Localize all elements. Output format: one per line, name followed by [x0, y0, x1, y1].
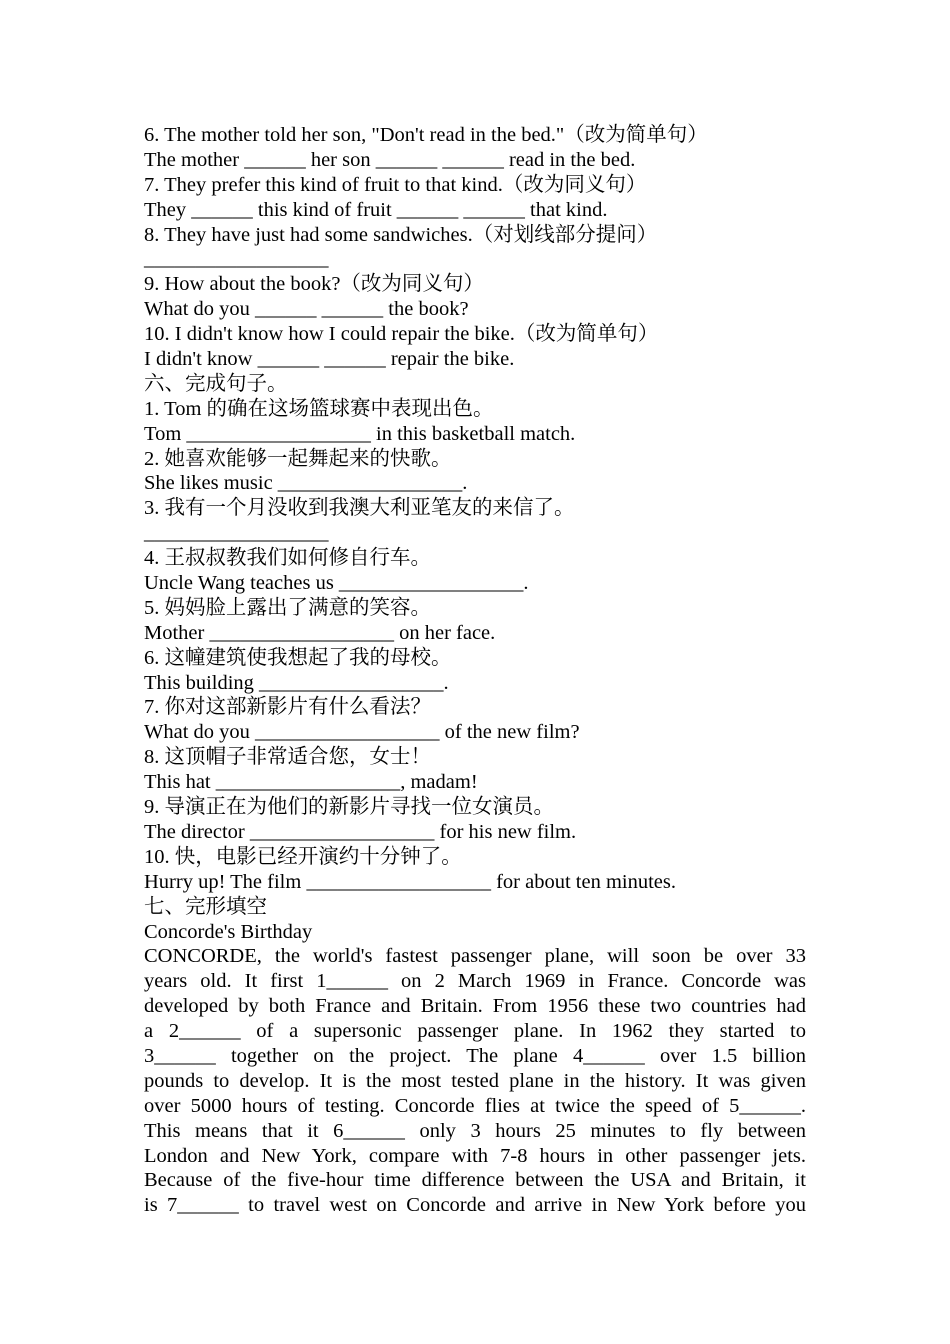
prompt-text: 1. Tom 的确在这场篮球赛中表现出色。	[144, 397, 494, 420]
prompt-text: 3. 我有一个月没收到我澳大利亚笔友的来信了。	[144, 497, 575, 520]
prompt-text: 6. 这幢建筑使我想起了我的母校。	[144, 646, 452, 669]
sentence-transform-item-8	[144, 223, 806, 273]
complete-sentence-item-7	[144, 695, 806, 745]
answer-line: Mother __________________ on her face.	[144, 621, 496, 644]
passage-line: is 7______ to travel west on Concorde and arrive in New York before you	[144, 1194, 806, 1217]
complete-sentence-item-5	[144, 596, 806, 646]
question-text: 6. The mother told her son, "Don't read in the bed."（改为简单句）	[144, 124, 708, 146]
answer-line: __________________	[144, 248, 329, 271]
answer-line: Tom __________________ in this basketball match.	[144, 422, 576, 445]
question-text: 8. They have just had some sandwiches.（对划线部分提问）	[144, 223, 658, 246]
prompt-text: 2. 她喜欢能够一起舞起来的快歌。	[144, 447, 452, 470]
section-heading-complete-sentences: 六、完成句子。	[144, 372, 288, 395]
complete-sentence-item-3	[144, 496, 806, 546]
answer-line: She likes music __________________.	[144, 472, 468, 495]
answer-line: The director __________________ for his new film.	[144, 820, 577, 843]
answer-line: Hurry up! The film __________________ for about ten minutes.	[144, 870, 676, 893]
document-page	[144, 123, 806, 1218]
answer-line: The mother ______ her son ______ ______ read in the bed.	[144, 148, 636, 171]
cloze-passage	[144, 944, 806, 1218]
complete-sentence-item-8	[144, 745, 806, 795]
answer-line: This building __________________.	[144, 671, 449, 694]
answer-line: What do you ______ ______ the book?	[144, 298, 469, 321]
section-heading-cloze: 七、完形填空	[144, 895, 267, 918]
complete-sentence-item-2	[144, 447, 806, 497]
sentence-transform-item-9	[144, 272, 806, 322]
passage-line: developed by both France and Britain. From 1956 these two countries had	[144, 995, 806, 1018]
complete-sentence-item-6	[144, 646, 806, 696]
answer-line: This hat __________________, madam!	[144, 771, 478, 794]
answer-line: Uncle Wang teaches us __________________.	[144, 572, 529, 595]
question-text: 7. They prefer this kind of fruit to that kind.（改为同义句）	[144, 173, 647, 196]
sentence-transform-item-7	[144, 173, 806, 223]
complete-sentence-item-10	[144, 845, 806, 895]
prompt-text: 10. 快，电影已经开演约十分钟了。	[144, 845, 462, 868]
passage-line: Because of the five-hour time difference between the USA and Britain, it	[144, 1169, 806, 1192]
answer-line: What do you __________________ of the new film?	[144, 721, 580, 744]
prompt-text: 8. 这顶帽子非常适合您，女士！	[144, 746, 431, 769]
complete-sentence-item-4	[144, 546, 806, 596]
passage-line: years old. It first 1______ on 2 March 1969 in France. Concorde was	[144, 970, 806, 993]
passage-line: This means that it 6______ only 3 hours 25 minutes to fly between	[144, 1119, 806, 1142]
passage-title: Concorde's Birthday	[144, 920, 313, 943]
passage-line: over 5000 hours of testing. Concorde flies at twice the speed of 5______.	[144, 1094, 806, 1117]
complete-sentence-item-1	[144, 397, 806, 447]
answer-line: I didn't know ______ ______ repair the bike.	[144, 348, 515, 371]
passage-line: a 2______ of a supersonic passenger plane. In 1962 they started to	[144, 1020, 806, 1043]
passage-line: 3______ together on the project. The plane 4______ over 1.5 billion	[144, 1044, 806, 1067]
passage-line: London and New York, compare with 7-8 hours in other passenger jets.	[144, 1144, 806, 1167]
passage-line: pounds to develop. It is the most tested plane in the history. It was given	[144, 1069, 806, 1092]
answer-line: __________________	[144, 522, 329, 545]
answer-line: They ______ this kind of fruit ______ ______ that kind.	[144, 198, 608, 221]
prompt-text: 4. 王叔叔教我们如何修自行车。	[144, 547, 431, 570]
passage-line: CONCORDE, the world's fastest passenger plane, will soon be over 33	[144, 945, 806, 968]
prompt-text: 9. 导演正在为他们的新影片寻找一位女演员。	[144, 796, 554, 819]
prompt-text: 7. 你对这部新影片有什么看法？	[144, 696, 431, 719]
sentence-transform-item-10	[144, 322, 806, 372]
question-text: 9. How about the book?（改为同义句）	[144, 273, 484, 296]
question-text: 10. I didn't know how I could repair the bike.（改为简单句）	[144, 323, 659, 346]
sentence-transform-item-6	[144, 123, 806, 173]
prompt-text: 5. 妈妈脸上露出了满意的笑容。	[144, 596, 431, 619]
complete-sentence-item-9	[144, 795, 806, 845]
